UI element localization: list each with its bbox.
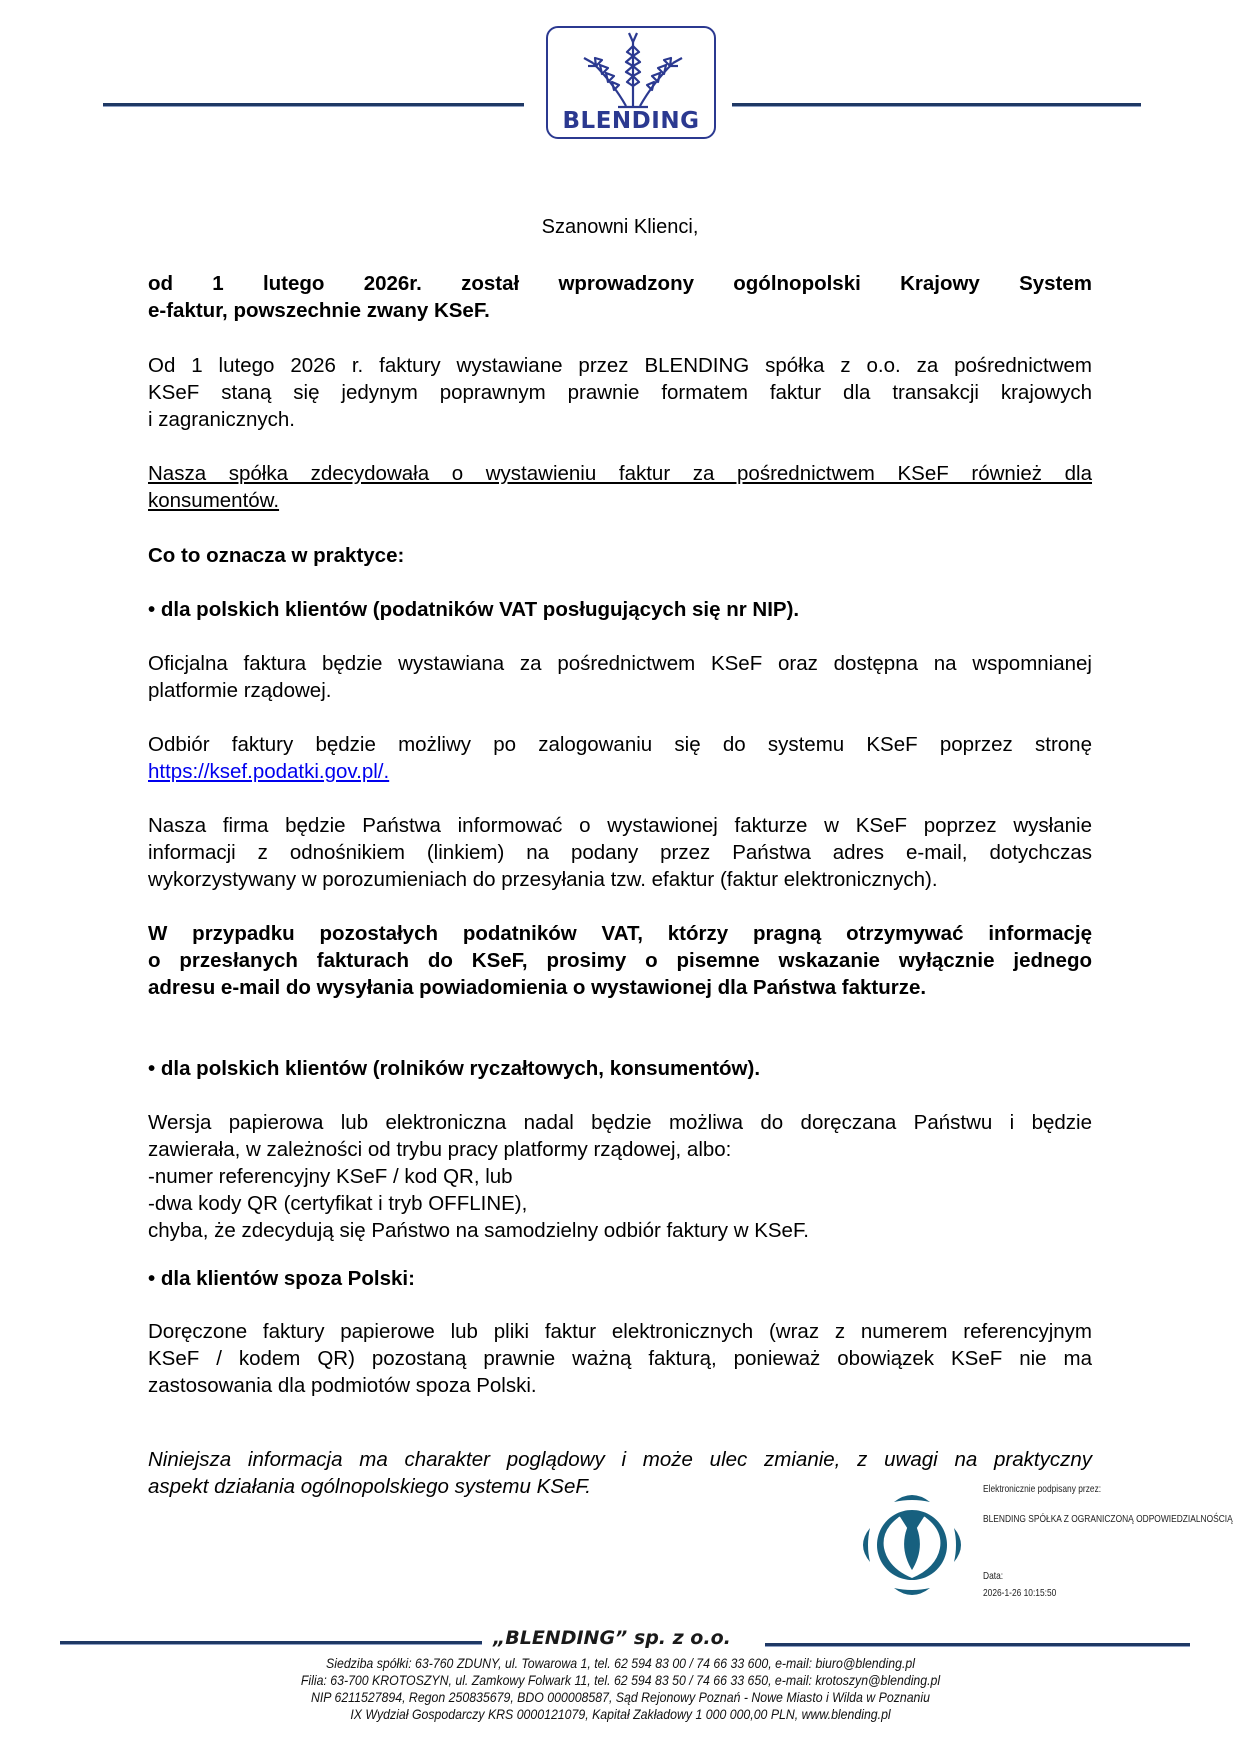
ksef-link[interactable]: https://ksef.podatki.gov.pl/. <box>148 760 390 783</box>
signature-date-value: 2026-1-26 10:15:50 <box>983 1587 1057 1599</box>
official-invoice-paragraph <box>148 650 1092 704</box>
footer-line-krs: IX Wydział Gospodarczy KRS 0000121079, Kapitał Zakładowy 1 000 000,00 PLN, www.blending.pl <box>350 1706 891 1722</box>
signature-signer: BLENDING SPÓŁKA Z OGRANICZONĄ ODPOWIEDZIALNOŚCIĄ <box>983 1513 1233 1525</box>
official-line-2: platformie rządowej. <box>148 679 332 702</box>
format-line-3: i zagranicznych. <box>148 408 295 431</box>
format-line-2: KSeF staną się jedynym poprawnym prawnie formatem faktur dla transakcji krajowych <box>148 381 1092 404</box>
official-line-1: Oficjalna faktura będzie wystawiana za pośrednictwem KSeF oraz dostępna na wspomnianej <box>148 652 1092 675</box>
intro-line-2: e-faktur, powszechnie zwany KSeF. <box>148 299 490 322</box>
footer-line-registration: NIP 6211527894, Regon 250835679, BDO 000008587, Sąd Rejonowy Poznań - Nowe Miasto i Wilda w Poznaniu <box>310 1689 931 1705</box>
foreign-line-2: KSeF / kodem QR) pozostaną prawnie ważną fakturą, ponieważ obowiązek KSeF nie ma <box>148 1347 1092 1370</box>
pickup-line-1: Odbiór faktury będzie możliwy po zalogowaniu się do systemu KSeF poprzez stronę <box>148 733 1092 756</box>
farmers-line-2: zawierała, w zależności od trybu pracy platformy rządowej, albo: <box>148 1138 732 1161</box>
farmers-paragraph <box>148 1109 1092 1244</box>
pickup-paragraph <box>148 731 1092 785</box>
notify-paragraph <box>148 812 1092 893</box>
bullet-vat-clients: • dla polskich klientów (podatników VAT posługujących się nr NIP). <box>148 598 800 621</box>
other-vat-line-1: W przypadku pozostałych podatników VAT, którzy pragną otrzymywać informację <box>148 922 1092 945</box>
disclaimer-line-1: Niniejsza informacja ma charakter poglądowy i może ulec zmianie, z uwagi na praktyczny <box>148 1448 1092 1471</box>
signature-label: Elektronicznie podpisany przez: <box>983 1483 1102 1495</box>
farmers-line-3: -numer referencyjny KSeF / kod QR, lub <box>148 1165 513 1188</box>
footer-company-name: „BLENDING” sp. z o.o. <box>493 1627 731 1649</box>
wheat-icon <box>548 28 718 113</box>
foreign-line-3: zastosowania dla podmiotów spoza Polski. <box>148 1374 537 1397</box>
foreign-paragraph <box>148 1318 1092 1399</box>
footer-company-details <box>0 1655 1241 1723</box>
foreign-line-1: Doręczone faktury papierowe lub pliki faktur elektronicznych (wraz z numerem referencyjnym <box>148 1320 1092 1343</box>
footer-line-branch: Filia: 63-700 KROTOSZYN, ul. Zamkowy Folwark 11, tel. 62 594 83 50 / 74 66 33 650, e-mail: krotoszyn@blending.pl <box>300 1672 941 1688</box>
footer-rule-left <box>60 1641 482 1645</box>
farmers-line-1: Wersja papierowa lub elektroniczna nadal będzie możliwa do doręczana Państwu i będzie <box>148 1111 1092 1134</box>
footer-rule-right <box>765 1643 1190 1647</box>
farmers-line-5: chyba, że zdecydują się Państwo na samodzielny odbiór faktury w KSeF. <box>148 1219 809 1242</box>
header-rule-right <box>732 103 1141 107</box>
greeting: Szanowni Klienci, <box>541 216 699 238</box>
farmers-line-4: -dwa kody QR (certyfikat i tryb OFFLINE), <box>148 1192 528 1215</box>
bullet-farmers-consumers: • dla polskich klientów (rolników ryczałtowych, konsumentów). <box>148 1057 761 1080</box>
bullet-foreign-clients: • dla klientów spoza Polski: <box>148 1267 415 1290</box>
consumers-line-2: konsumentów. <box>148 489 280 512</box>
consumers-paragraph <box>148 460 1092 514</box>
signature-date-label: Data: <box>983 1570 1004 1582</box>
format-line-1: Od 1 lutego 2026 r. faktury wystawiane przez BLENDING spółka z o.o. za pośrednictwem <box>148 354 1092 377</box>
footer-line-headquarters: Siedziba spółki: 63-760 ZDUNY, ul. Towarowa 1, tel. 62 594 83 00 / 74 66 33 600, e-mail: biuro@blending.pl <box>326 1655 915 1671</box>
company-logo <box>546 26 716 139</box>
practice-heading: Co to oznacza w praktyce: <box>148 544 405 567</box>
notify-line-3: wykorzystywany w porozumieniach do przesyłania tzw. efaktur (faktur elektronicznych). <box>148 868 938 891</box>
intro-line-1: od 1 lutego 2026r. został wprowadzony ogólnopolski Krajowy System <box>148 272 1092 295</box>
logo-wordmark: BLENDING <box>562 108 700 134</box>
intro-paragraph <box>148 270 1092 324</box>
disclaimer-line-2: aspekt działania ogólnopolskiego systemu KSeF. <box>148 1475 591 1498</box>
header-rule-left <box>103 103 524 107</box>
other-vat-line-2: o przesłanych fakturach do KSeF, prosimy o pisemne wskazanie wyłącznie jednego <box>148 949 1092 972</box>
notify-line-2: informacji z odnośnikiem (linkiem) na podany przez Państwa adres e-mail, dotychczas <box>148 841 1092 864</box>
other-vat-paragraph <box>148 920 1092 1001</box>
consumers-line-1: Nasza spółka zdecydowała o wystawieniu faktur za pośrednictwem KSeF również dla <box>148 462 1092 485</box>
notify-line-1: Nasza firma będzie Państwa informować o wystawionej fakturze w KSeF poprzez wysłanie <box>148 814 1092 837</box>
e-signature-emblem-icon <box>858 1490 966 1600</box>
other-vat-line-3: adresu e-mail do wysyłania powiadomienia o wystawionej dla Państwa fakturze. <box>148 976 927 999</box>
format-paragraph <box>148 352 1092 433</box>
